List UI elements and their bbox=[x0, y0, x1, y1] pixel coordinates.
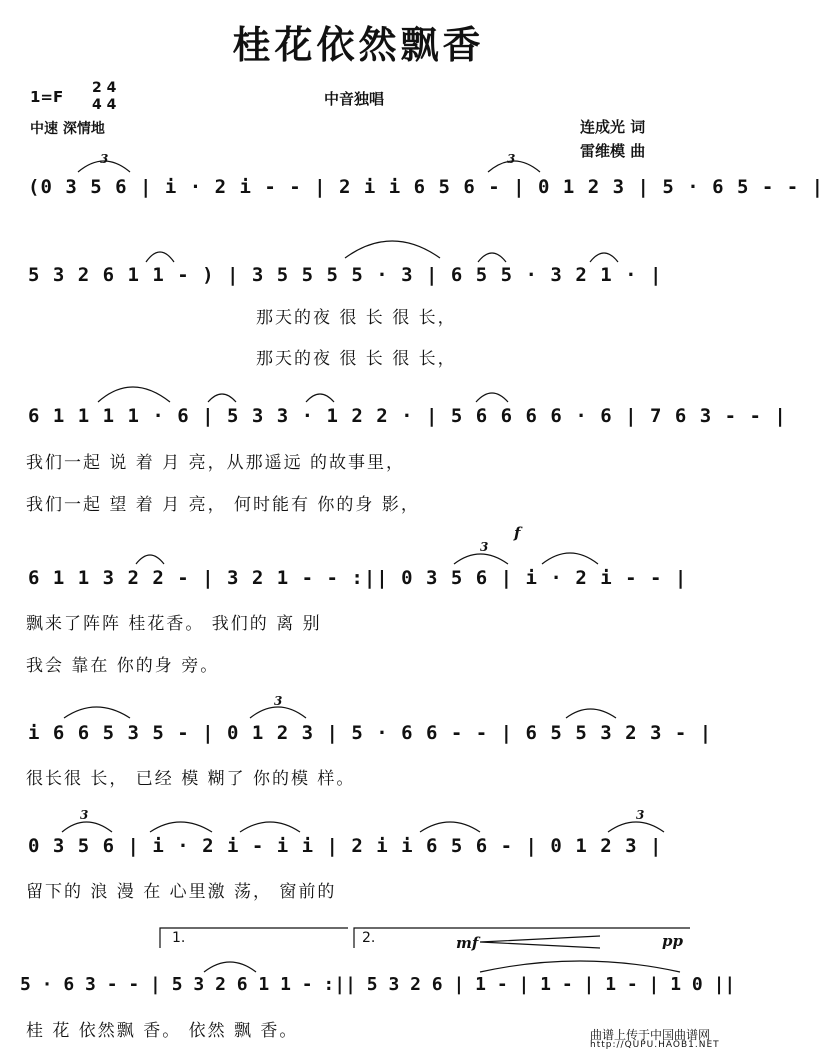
page-title: 桂花依然飘香 bbox=[232, 23, 485, 67]
slur-mark bbox=[345, 241, 440, 258]
slur-mark bbox=[64, 707, 130, 718]
triplet-mark: 3 bbox=[636, 808, 645, 822]
triplet-mark: 3 bbox=[274, 694, 283, 708]
slur-mark bbox=[566, 709, 616, 718]
slur-mark bbox=[480, 961, 680, 972]
slur-mark bbox=[488, 161, 540, 172]
hairpin-mark bbox=[480, 936, 600, 948]
slur-mark bbox=[590, 253, 618, 262]
slur-mark bbox=[454, 554, 508, 564]
volta-second-ending: 2. bbox=[362, 930, 376, 946]
lyrics-line-3-verse-1: 我们一起 说 着 月 亮，从那遥远 的故事里， bbox=[26, 453, 406, 473]
dynamic-mezzo-forte: mf bbox=[456, 934, 479, 952]
performance-note: 中音独唱 bbox=[324, 90, 385, 108]
slur-mark bbox=[420, 822, 480, 832]
slur-mark bbox=[204, 962, 256, 972]
notation-line-3: 6 1 1 1 1 · 6 | 5 3 3 · 1 2 2 · | 5 6 6 6 6 · 6 | 7 6 3 - - | bbox=[28, 405, 787, 427]
slur-mark bbox=[78, 161, 130, 172]
notation-line-7: 5 · 6 3 - - | 5 3 2 6 1 1 - :|| 5 3 2 6 | 1 - | 1 - | 1 - | 1 0 || bbox=[20, 974, 736, 995]
lyrics-line-6: 留下的 浪 漫 在 心里激 荡， 窗前的 bbox=[26, 882, 337, 902]
slur-mark bbox=[542, 553, 598, 564]
lyrics-line-5: 很长很 长， 已经 模 糊了 你的模 样。 bbox=[26, 769, 356, 789]
triplet-mark: 3 bbox=[507, 152, 516, 166]
key-signature: 1=F bbox=[30, 88, 64, 106]
notation-line-1: (0 3 5 6 | i · 2 i - - | 2 i i 6 5 6 - | 0 1 2 3 | 5 · 6 5 - - | bbox=[28, 176, 824, 198]
time-signature-bottom: 4 4 bbox=[92, 97, 117, 113]
time-signature-top: 2 4 bbox=[92, 80, 117, 96]
lyrics-line-4-verse-2: 我会 靠在 你的身 旁。 bbox=[26, 656, 220, 676]
slur-mark bbox=[306, 394, 334, 402]
lyrics-line-2-verse-1: 那天的夜 很 长 很 长， bbox=[256, 308, 457, 328]
lyrics-line-3-verse-2: 我们一起 望 着 月 亮， 何时能有 你的身 影， bbox=[26, 495, 420, 515]
footer-url[interactable]: http://QUPU.HAOB1.NET bbox=[590, 1040, 720, 1050]
slur-mark bbox=[608, 822, 664, 832]
slur-mark bbox=[146, 252, 174, 262]
slur-mark bbox=[150, 822, 212, 832]
slur-mark bbox=[62, 822, 112, 832]
volta-bracket bbox=[354, 928, 690, 948]
slur-mark bbox=[476, 393, 508, 402]
lyrics-line-7: 桂 花 依然飘 香。 依然 飘 香。 bbox=[26, 1021, 299, 1041]
slur-mark bbox=[98, 387, 170, 402]
slur-mark bbox=[136, 555, 164, 564]
slur-mark bbox=[240, 822, 300, 832]
slur-mark bbox=[208, 394, 236, 402]
footer-credit: 曲谱上传于中国曲谱网 bbox=[590, 1028, 711, 1042]
lyrics-line-4-verse-1: 飘来了阵阵 桂花香。 我们的 离 别 bbox=[26, 614, 322, 634]
dynamic-pianissimo: pp bbox=[662, 932, 683, 950]
lyricist-credit: 连成光 词 bbox=[580, 118, 646, 136]
volta-bracket bbox=[160, 928, 348, 948]
slur-mark bbox=[250, 707, 306, 718]
triplet-mark: 3 bbox=[100, 152, 109, 166]
composer-credit: 雷维模 曲 bbox=[580, 142, 646, 160]
triplet-mark: 3 bbox=[480, 540, 489, 554]
volta-first-ending: 1. bbox=[172, 930, 186, 946]
slur-mark bbox=[478, 253, 506, 262]
notation-line-5: i 6 6 5 3 5 - | 0 1 2 3 | 5 · 6 6 - - | 6 5 5 3 2 3 - | bbox=[28, 722, 713, 744]
notation-line-2: 5 3 2 6 1 1 - ) | 3 5 5 5 5 · 3 | 6 5 5 · 3 2 1 · | bbox=[28, 264, 663, 286]
tempo-marking: 中速 深情地 bbox=[30, 121, 105, 137]
lyrics-line-2-verse-2: 那天的夜 很 长 很 长， bbox=[256, 349, 457, 369]
dynamic-forte: f bbox=[514, 524, 521, 542]
triplet-mark: 3 bbox=[80, 808, 89, 822]
notation-line-4: 6 1 1 3 2 2 - | 3 2 1 - - :|| 0 3 5 6 | i · 2 i - - | bbox=[28, 567, 688, 589]
notation-line-6: 0 3 5 6 | i · 2 i - i i | 2 i i 6 5 6 - | 0 1 2 3 | bbox=[28, 835, 663, 857]
